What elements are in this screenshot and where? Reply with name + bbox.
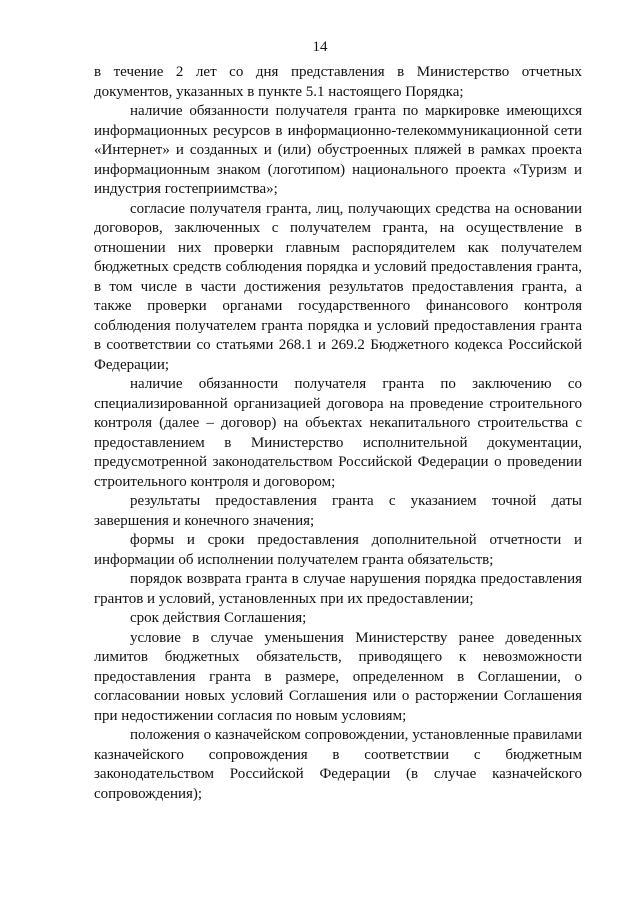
- paragraph-3: согласие получателя гранта, лиц, получающих средства на основании договоров, заключенных с получателем гранта, на осуществление в отношении них проверки главным распорядителем как получателем бюджетных средств соблюдения порядка и условий предоставления гранта, в том числе в части достижения результатов предоставления гранта, а также проверки органами государственного финансового контроля соблюдения получателем гранта порядка и условий предоставления гранта в соответствии со статьями 268.1 и 269.2 Бюджетного кодекса Российской Федерации;: [94, 200, 582, 373]
- paragraph-6: формы и сроки предоставления дополнительной отчетности и информации об исполнении получателем гранта обязательств;: [94, 532, 582, 568]
- paragraph-4: наличие обязанности получателя гранта по заключению со специализированной организацией договора на проведение строительного контроля (далее – договор) на объектах некапитального строительства с предоставлением в Министерство исполнительной документации, предусмотренной законодательством Российской Федерации о проведении строительного контроля и договором;: [94, 376, 582, 490]
- page-number: 14: [312, 39, 328, 55]
- paragraph-8: срок действия Соглашения;: [130, 610, 307, 626]
- paragraph-10: положения о казначейском сопровождении, установленные правилами казначейского сопровождения в соответствии с бюджетным законодательством Российской Федерации (в случае казначейского сопровождения);: [94, 727, 582, 802]
- paragraph-9: условие в случае уменьшения Министерству ранее доведенных лимитов бюджетных обязательств, приводящего к невозможности предоставления гранта в размере, определенном в Соглашении, о согласовании новых условий Соглашения или о расторжении Соглашения при недостижении согласия по новым условиям;: [94, 629, 582, 724]
- paragraph-1: в течение 2 лет со дня представления в Министерство отчетных документов, указанных в пункте 5.1 настоящего Порядка;: [94, 64, 582, 100]
- paragraph-5: результаты предоставления гранта с указанием точной даты завершения и конечного значения;: [94, 493, 582, 529]
- paragraph-7: порядок возврата гранта в случае нарушения порядка предоставления грантов и условий, установленных при их предоставлении;: [94, 571, 582, 607]
- paragraph-2: наличие обязанности получателя гранта по маркировке имеющихся информационных ресурсов в информационно-телекоммуникационной сети «Интернет» и созданных и (или) обустроенных пляжей в рамках проекта информационным знаком (логотипом) национального проекта «Туризм и индустрия гостеприимства»;: [94, 103, 582, 197]
- document-body: [94, 63, 582, 804]
